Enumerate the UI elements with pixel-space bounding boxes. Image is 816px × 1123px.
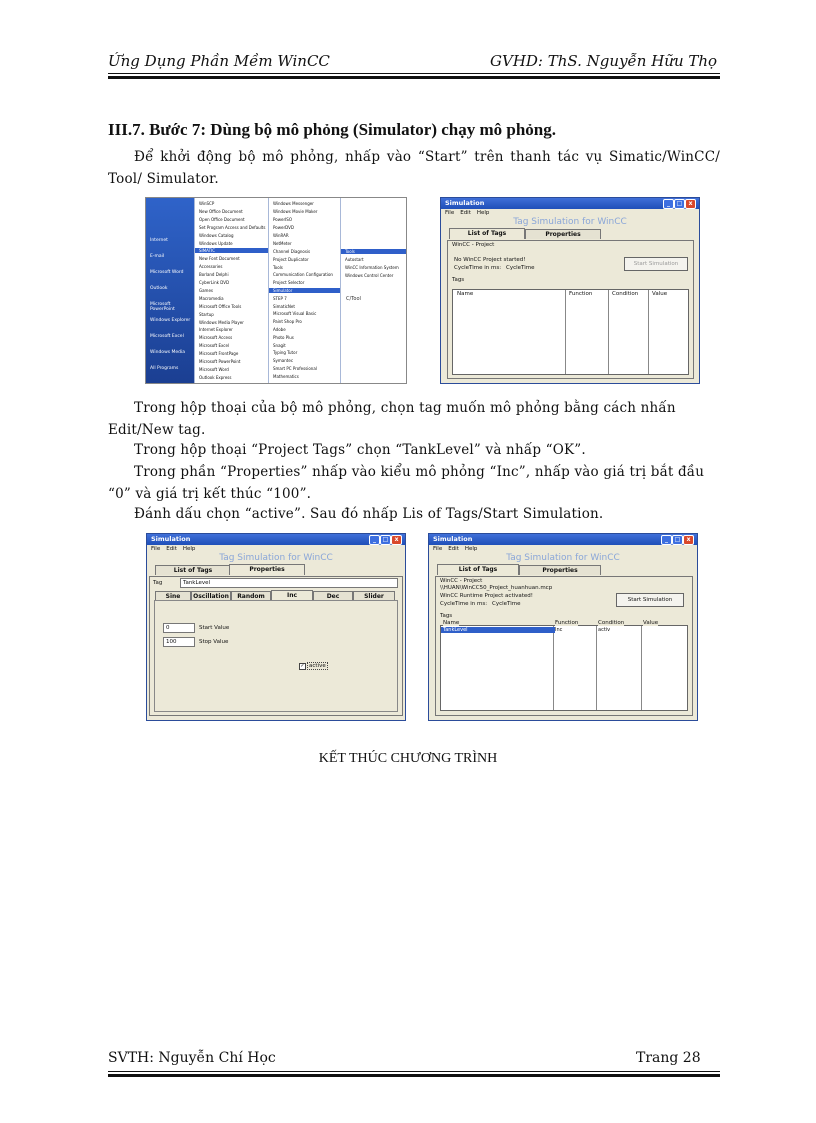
stop-value-input[interactable]: 100	[163, 637, 195, 647]
menu-help[interactable]: Help	[182, 546, 196, 552]
menu-item[interactable]: Borland Delphi	[199, 272, 229, 278]
section-text: Dùng bộ mô phỏng (Simulator) chạy mô phỏng.	[206, 120, 557, 139]
tab-list-of-tags[interactable]: List of Tags	[155, 565, 231, 575]
menu-item[interactable]: NetMeter	[273, 241, 292, 246]
simatic-menu-item[interactable]: Project Selector	[273, 280, 305, 286]
simatic-menu-item[interactable]: Typing Tutor	[273, 350, 298, 356]
menu-item[interactable]: Microsoft PowerPoint	[199, 359, 241, 364]
simatic-menu-item[interactable]: Photo Plus	[273, 334, 294, 340]
header-right: GVHD: ThS. Nguyễn Hữu Thọ	[490, 52, 718, 70]
window-title: Simulation	[445, 199, 485, 207]
subtab-slider[interactable]: Slider	[353, 591, 395, 601]
close-button[interactable]: x	[391, 535, 402, 545]
menu-item[interactable]: Tools	[341, 249, 407, 254]
start-menu-screenshot	[145, 197, 407, 384]
menu-file[interactable]: File	[433, 546, 443, 552]
subtab-dec[interactable]: Dec	[313, 591, 353, 601]
simulation-window-1	[440, 197, 700, 384]
maximize-button[interactable]: □	[674, 199, 685, 209]
start-menu-item[interactable]: E-mail	[150, 254, 165, 259]
minimize-button[interactable]: _	[661, 535, 672, 545]
row-condition: activ	[598, 627, 611, 633]
menu-item[interactable]: Internet Explorer	[199, 327, 233, 333]
header-rule	[108, 73, 720, 74]
cycle-value: CycleTime	[506, 265, 535, 271]
paragraph-3: Trong hộp thoại “Project Tags” chọn “TankLevel” và nhấp “OK”.	[134, 442, 586, 458]
simatic-menu-item[interactable]: Tools	[273, 264, 283, 270]
header-left: Ứng Dụng Phần Mềm WinCC	[108, 52, 330, 70]
col-condition: Condition	[612, 291, 639, 297]
simatic-menu-item[interactable]: Simulator	[269, 288, 345, 293]
app-title: Tag Simulation for WinCC	[219, 553, 333, 563]
cycle-value: CycleTime	[492, 601, 521, 607]
start-simulation-button[interactable]: Start Simulation	[624, 257, 688, 271]
col-name: Name	[443, 620, 460, 626]
project-label: WinCC - Project	[440, 578, 483, 584]
menu-item[interactable]: SIMATIC	[195, 248, 273, 253]
menu-item[interactable]: Windows Movie Maker	[273, 209, 318, 214]
start-menu-left-pane	[146, 198, 194, 383]
footer-right: Trang 28	[636, 1050, 701, 1066]
col-condition: Condition	[598, 620, 625, 626]
menu-item[interactable]: Microsoft FrontPage	[199, 351, 239, 357]
simatic-menu-item[interactable]: Snagit	[273, 342, 286, 348]
menu-item[interactable]: PowerISO	[273, 217, 292, 222]
tab-properties[interactable]: Properties	[229, 564, 305, 575]
simulation-type-tabs	[153, 590, 399, 599]
footer-left: SVTH: Nguyễn Chí Học	[108, 1050, 276, 1066]
subtab-sine[interactable]: Sine	[155, 591, 191, 601]
menu-item[interactable]: Windows Update	[199, 240, 233, 246]
tag-label: Tag	[153, 580, 163, 586]
cycle-label: CycleTime in ms:	[440, 601, 488, 607]
tools-column	[340, 198, 407, 383]
window-titlebar	[441, 198, 699, 209]
list-panel	[447, 240, 694, 379]
menu-item[interactable]: Macromedia	[199, 295, 224, 301]
menu-bar	[147, 545, 405, 553]
cycle-label: CycleTime in ms:	[454, 265, 502, 271]
menu-item[interactable]: WinSCP	[199, 201, 215, 206]
menu-item[interactable]: Games	[199, 287, 213, 293]
menu-item[interactable]: Microsoft Access	[199, 335, 233, 341]
col-function: Function	[555, 620, 579, 626]
menu-item[interactable]: Windows Messenger	[273, 201, 314, 206]
table-row[interactable]: TankLevel	[441, 627, 555, 633]
menu-item[interactable]: Microsoft Word	[199, 366, 229, 372]
simulation-window-2	[146, 533, 406, 721]
paragraph-1: Để khởi động bộ mô phỏng, nhấp vào “Start” trên thanh tác vụ Simatic/WinCC/ Tool/ Simulator.	[108, 149, 720, 187]
header-rule-thick	[108, 76, 720, 79]
menu-edit[interactable]: Edit	[166, 546, 177, 552]
start-simulation-button[interactable]: Start Simulation	[616, 593, 684, 607]
tab-properties[interactable]: Properties	[525, 229, 601, 239]
start-menu-item[interactable]: Microsoft PowerPoint	[150, 302, 175, 312]
project-path: \\HUAN\WinCC50_Project_huanhuan.mcp	[440, 585, 553, 591]
window-title: Simulation	[151, 535, 191, 543]
start-menu-item[interactable]: Windows Media	[150, 350, 186, 355]
start-menu-item[interactable]: Microsoft Excel	[150, 334, 184, 339]
close-button[interactable]: x	[685, 199, 696, 209]
tags-label: Tags	[452, 277, 465, 283]
subtab-oscillation[interactable]: Oscillation	[191, 591, 231, 601]
menu-file[interactable]: File	[151, 546, 161, 552]
menu-item[interactable]: Open Office Document	[199, 216, 245, 222]
menu-item[interactable]: PowerDVD	[273, 225, 294, 230]
tab-list-of-tags[interactable]: List of Tags	[449, 228, 525, 239]
app-title: Tag Simulation for WinCC	[506, 553, 620, 563]
tab-properties[interactable]: Properties	[519, 565, 601, 575]
subtab-inc[interactable]: Inc	[271, 590, 313, 601]
simatic-menu-item[interactable]: Symantec	[273, 358, 294, 364]
start-menu-item[interactable]: Outlook	[150, 286, 168, 291]
maximize-button[interactable]: □	[380, 535, 391, 545]
tags-grid	[452, 289, 689, 375]
simatic-menu-item[interactable]: Paint Shop Pro	[273, 319, 302, 325]
menu-item[interactable]: Windows Control Center	[345, 273, 394, 278]
col-function: Function	[569, 291, 593, 297]
menu-item[interactable]: New Font Document	[199, 256, 240, 262]
app-title: Tag Simulation for WinCC	[513, 217, 627, 227]
menu-item[interactable]: Set Program Access and Defaults	[199, 224, 266, 230]
simatic-menu-item[interactable]: SimaticNet	[273, 303, 295, 309]
tag-name-field[interactable]: TankLevel	[180, 578, 398, 588]
maximize-button[interactable]: □	[672, 535, 683, 545]
start-menu-item[interactable]: Internet	[150, 238, 168, 243]
tags-grid	[440, 620, 688, 711]
minimize-button[interactable]: _	[369, 535, 380, 545]
project-label: WinCC - Project	[452, 242, 495, 248]
col-value: Value	[652, 291, 668, 297]
menu-bar	[429, 545, 697, 553]
programs-column	[194, 198, 269, 383]
simatic-menu-item[interactable]: Project Duplicator	[273, 256, 309, 262]
col-value: Value	[643, 620, 659, 626]
simatic-column	[268, 198, 341, 383]
start-menu-item[interactable]: Windows Explorer	[150, 318, 191, 323]
active-checkbox[interactable]: ✓	[300, 663, 305, 669]
menu-bar	[441, 209, 699, 217]
properties-panel	[149, 576, 403, 716]
menu-help[interactable]: Help	[464, 546, 478, 552]
tags-label: Tags	[440, 613, 453, 619]
footer-rule-thick	[108, 1074, 720, 1077]
paragraph-2: Trong hộp thoại của bộ mô phỏng, chọn tag muốn mô phỏng bằng cách nhấn Edit/New tag.	[108, 400, 676, 438]
start-value-label: Start Value	[199, 625, 230, 631]
menu-item[interactable]: WinRAR	[273, 233, 289, 238]
menu-item[interactable]: Windows Catalog	[199, 232, 234, 238]
simatic-menu-item[interactable]: Smart PC Professional	[273, 366, 317, 371]
simatic-menu-item[interactable]: Mathematics	[273, 373, 299, 379]
simatic-menu-item[interactable]: Adobe	[273, 327, 286, 332]
inc-panel	[154, 600, 398, 712]
menu-item[interactable]: WinCC Information System	[345, 265, 399, 270]
simulation-window-3	[428, 533, 698, 721]
footer-rule	[108, 1071, 720, 1072]
simatic-menu-item[interactable]: STEP 7	[273, 295, 287, 301]
window-title: Simulation	[433, 535, 473, 543]
menu-item[interactable]: Windows Media Player	[199, 319, 244, 325]
menu-item[interactable]: New Office Document	[199, 208, 243, 214]
paragraph-5: Đánh dấu chọn “active”. Sau đó nhấp Lis of Tags/Start Simulation.	[134, 506, 604, 522]
menu-item[interactable]: Microsoft Excel	[199, 343, 230, 349]
menu-edit[interactable]: Edit	[460, 210, 471, 216]
tab-list-of-tags[interactable]: List of Tags	[437, 564, 519, 575]
row-function: Inc	[555, 627, 563, 633]
closing-text: KẾT THÚC CHƯƠNG TRÌNH	[318, 751, 498, 766]
menu-item[interactable]: Startup	[199, 311, 214, 317]
simatic-menu-item[interactable]: Communication Configuration	[273, 272, 333, 278]
menu-item[interactable]: CyberLink DVD	[199, 280, 230, 285]
menu-item[interactable]: Autostart	[345, 257, 364, 262]
minimize-button[interactable]: _	[663, 199, 674, 209]
menu-help[interactable]: Help	[476, 210, 490, 216]
menu-file[interactable]: File	[445, 210, 455, 216]
paragraph-4: Trong phần “Properties” nhấp vào kiểu mô phỏng “Inc”, nhấp vào giá trị bắt đầu “0” và giá trị kết thúc “100”.	[108, 464, 705, 502]
section-number: III.7. Bước 7:	[108, 120, 207, 139]
active-label: active	[309, 663, 326, 669]
section-title	[108, 120, 556, 140]
start-menu-item[interactable]: All Programs	[150, 366, 179, 371]
menu-item[interactable]: Accessories	[199, 264, 223, 270]
stop-value-label: Stop Value	[199, 639, 229, 645]
close-button[interactable]: x	[683, 535, 694, 545]
col-name: Name	[457, 291, 474, 297]
status-text: WinCC Runtime Project activated!	[440, 593, 533, 599]
subtab-random[interactable]: Random	[231, 591, 271, 601]
simatic-menu-item[interactable]: Microsoft Visual Basic	[273, 311, 317, 317]
start-value-input[interactable]: 0	[163, 623, 195, 633]
menu-item[interactable]: Outlook Express	[199, 374, 232, 380]
list-panel	[435, 576, 693, 716]
status-text: No WinCC Project started!	[454, 257, 526, 263]
tool-label: C/Tool	[346, 296, 361, 302]
menu-edit[interactable]: Edit	[448, 546, 459, 552]
start-menu-item[interactable]: Microsoft Word	[150, 270, 184, 275]
simatic-menu-item[interactable]: Channel Diagnosis	[273, 249, 311, 254]
menu-item[interactable]: Microsoft Office Tools	[199, 303, 242, 309]
